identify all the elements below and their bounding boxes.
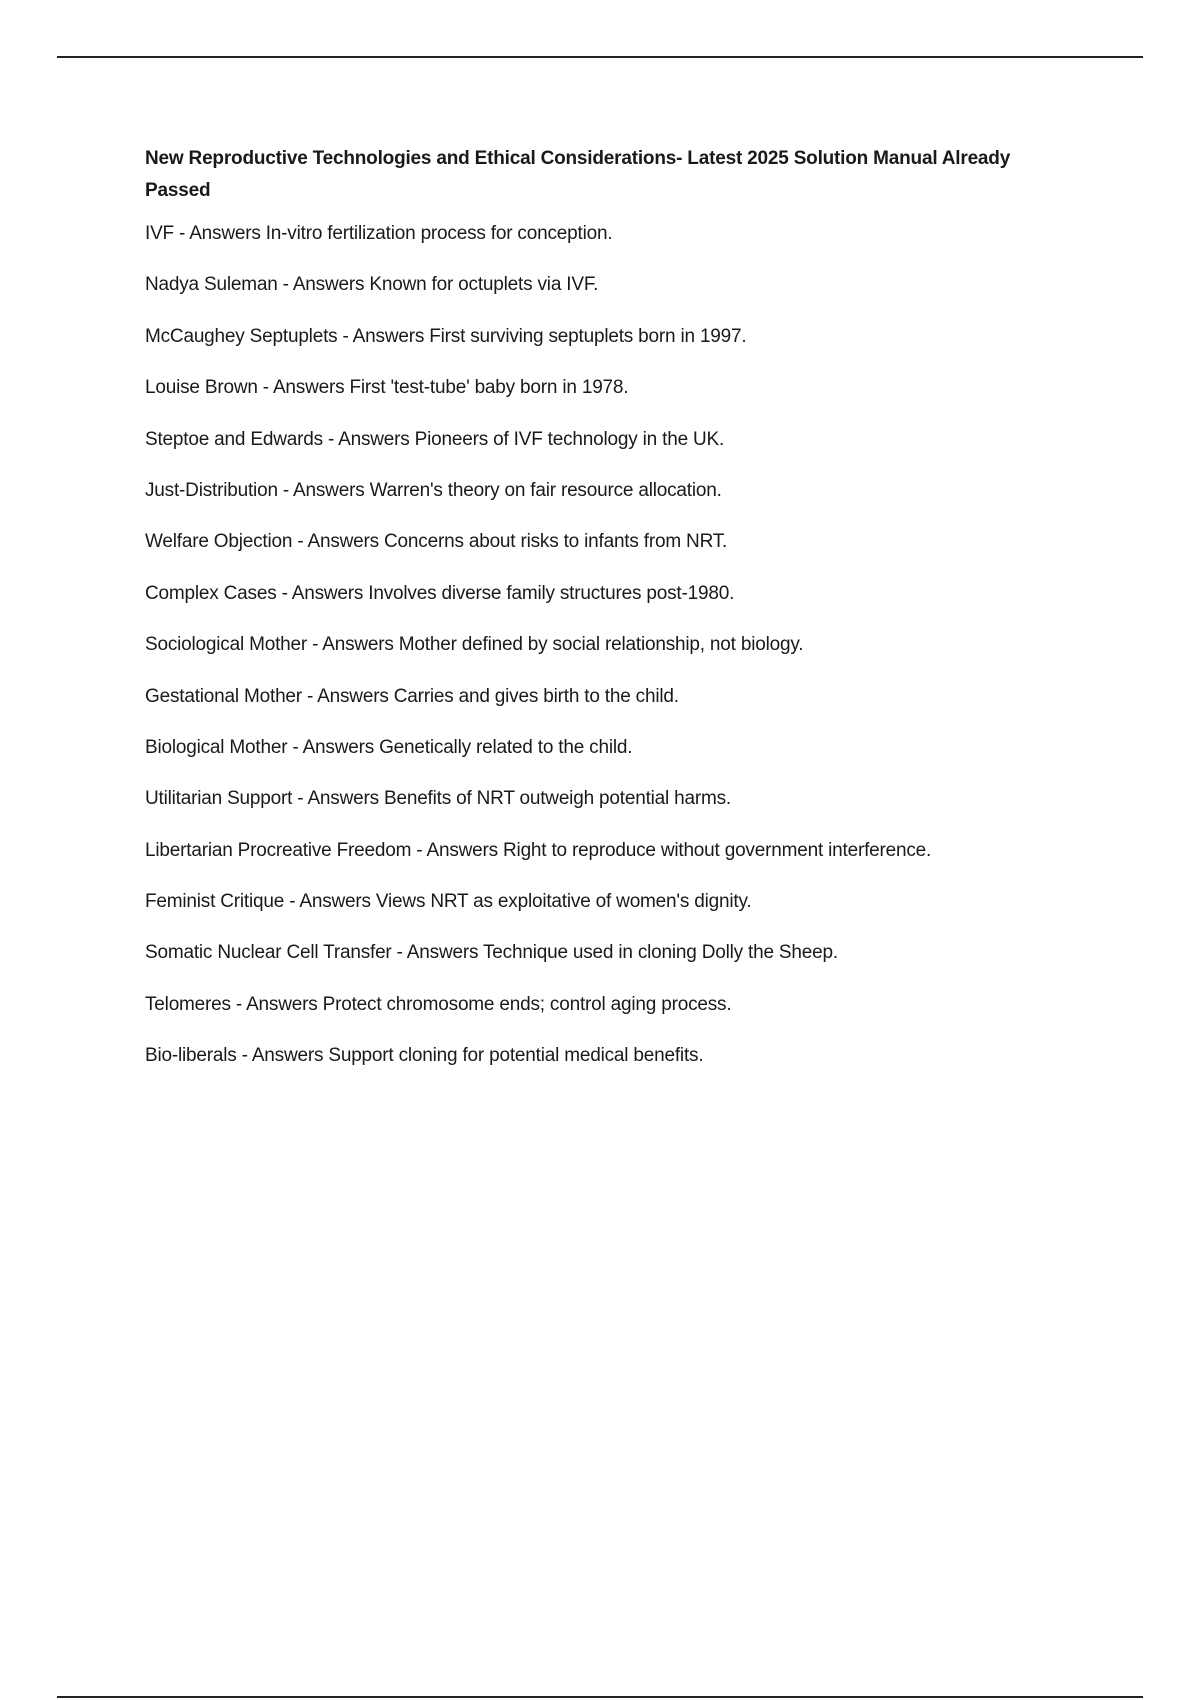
- qa-item: Just-Distribution - Answers Warren's theory on fair resource allocation.: [145, 479, 722, 501]
- qa-item: Sociological Mother - Answers Mother defined by social relationship, not biology.: [145, 634, 804, 656]
- top-divider: [57, 56, 1143, 58]
- qa-item: Welfare Objection - Answers Concerns about risks to infants from NRT.: [145, 531, 728, 553]
- qa-item: Biological Mother - Answers Genetically related to the child.: [145, 736, 633, 758]
- document-body: [145, 143, 1065, 1095]
- bottom-divider: [57, 1696, 1143, 1698]
- qa-list: [145, 221, 1065, 1069]
- qa-item: Telomeres - Answers Protect chromosome ends; control aging process.: [145, 993, 732, 1015]
- qa-item: McCaughey Septuplets - Answers First surviving septuplets born in 1997.: [145, 325, 747, 347]
- qa-item: Somatic Nuclear Cell Transfer - Answers Technique used in cloning Dolly the Sheep.: [145, 942, 838, 964]
- qa-item: Feminist Critique - Answers Views NRT as exploitative of women's dignity.: [145, 891, 752, 913]
- qa-item: Louise Brown - Answers First 'test-tube' baby born in 1978.: [145, 377, 629, 399]
- qa-item: Utilitarian Support - Answers Benefits of NRT outweigh potential harms.: [145, 788, 731, 810]
- qa-item: Libertarian Procreative Freedom - Answers Right to reproduce without government interference.: [145, 839, 932, 861]
- qa-item: Nadya Suleman - Answers Known for octuplets via IVF.: [145, 274, 599, 296]
- qa-item: IVF - Answers In-vitro fertilization process for conception.: [145, 223, 613, 244]
- document-title: New Reproductive Technologies and Ethical Considerations- Latest 2025 Solution Manual Already Passed: [145, 148, 1011, 201]
- qa-item: Bio-liberals - Answers Support cloning for potential medical benefits.: [145, 1045, 704, 1067]
- qa-item: Complex Cases - Answers Involves diverse family structures post-1980.: [145, 582, 735, 604]
- qa-item: Gestational Mother - Answers Carries and gives birth to the child.: [145, 685, 679, 707]
- qa-item: Steptoe and Edwards - Answers Pioneers of IVF technology in the UK.: [145, 428, 725, 450]
